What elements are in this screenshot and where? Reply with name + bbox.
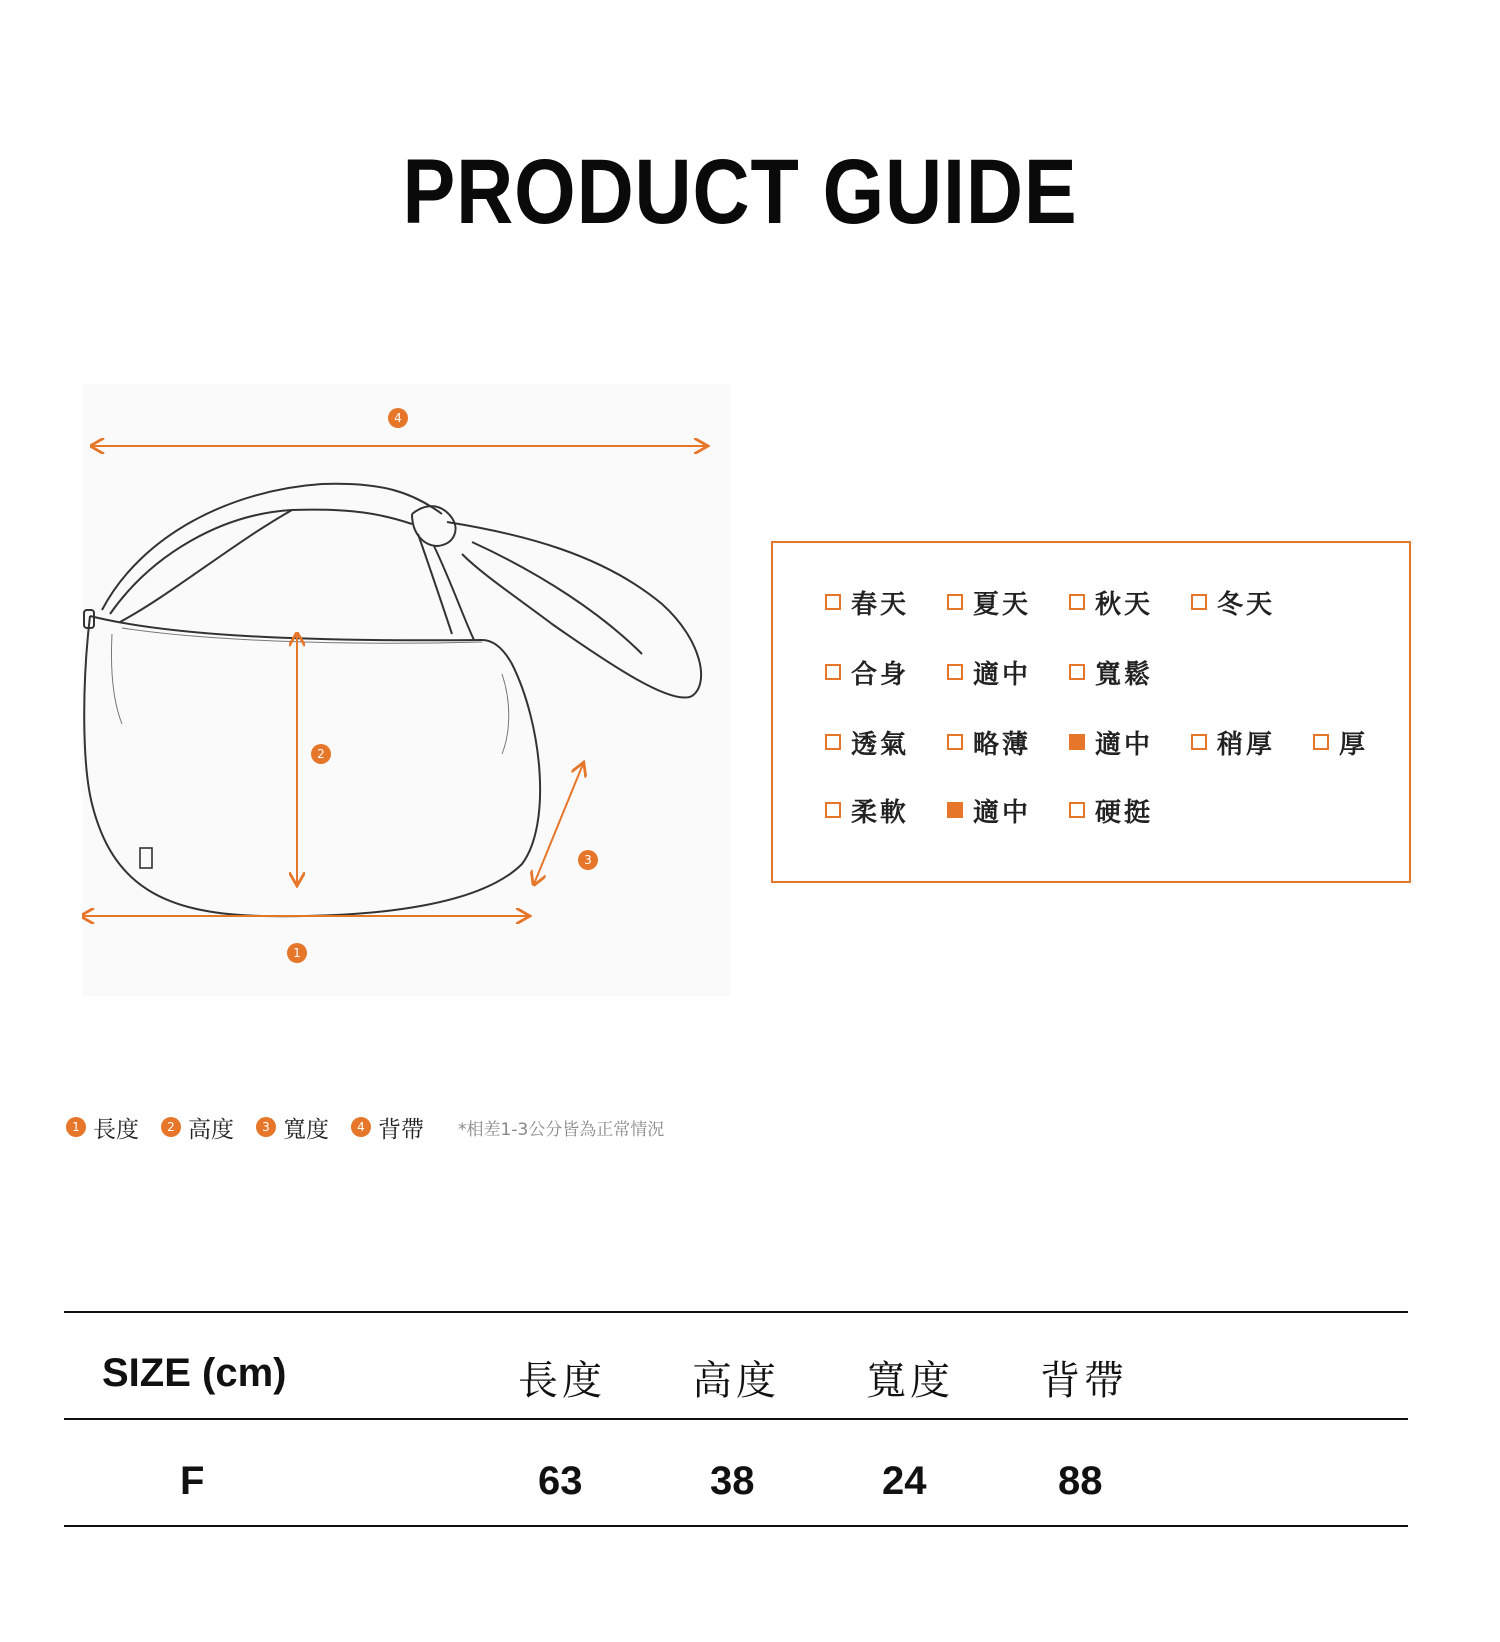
- number-badge: 3: [256, 1117, 276, 1137]
- checkbox[interactable]: [947, 734, 963, 750]
- table-rule-top: [64, 1311, 1408, 1313]
- checkbox-item[interactable]: 冬天: [1191, 585, 1275, 619]
- width-measure-line: [534, 764, 583, 884]
- header-width: 寬度: [866, 1358, 954, 1404]
- checkbox[interactable]: [825, 734, 841, 750]
- checkbox-item[interactable]: 柔軟: [825, 793, 909, 827]
- checkbox[interactable]: [1069, 802, 1085, 818]
- checkbox-item[interactable]: 略薄: [947, 725, 1031, 759]
- table-rule-bottom: [64, 1525, 1408, 1527]
- checkbox-item[interactable]: 合身: [825, 655, 909, 689]
- marker-3: [578, 850, 598, 870]
- marker-4: [388, 408, 408, 428]
- svg-text:2: 2: [317, 747, 325, 761]
- checkbox-item[interactable]: 適中: [947, 655, 1031, 689]
- checkbox-item[interactable]: 夏天: [947, 585, 1031, 619]
- svg-text:3: 3: [584, 853, 592, 867]
- checkbox-item[interactable]: 透氣: [825, 725, 909, 759]
- svg-text:1: 1: [293, 946, 301, 960]
- checkbox[interactable]: [1191, 734, 1207, 750]
- checkbox[interactable]: [1069, 664, 1085, 680]
- checkbox-item[interactable]: 適中: [1069, 725, 1153, 759]
- marker-1: [287, 943, 307, 963]
- checkbox-item[interactable]: 硬挺: [1069, 793, 1153, 827]
- checkbox-item[interactable]: 寬鬆: [1069, 655, 1153, 689]
- page-title: PRODUCT GUIDE: [402, 141, 1078, 243]
- attribute-checklist: [771, 541, 1411, 883]
- header-strap: 背帶: [1040, 1358, 1128, 1404]
- cell-strap: 88: [1058, 1459, 1103, 1503]
- checkbox-item[interactable]: 秋天: [1069, 585, 1153, 619]
- checkbox[interactable]: [947, 664, 963, 680]
- cell-length: 63: [538, 1459, 583, 1503]
- header-height: 高度: [692, 1358, 780, 1404]
- checkbox-item[interactable]: 稍厚: [1191, 725, 1275, 759]
- checkbox[interactable]: [1313, 734, 1329, 750]
- tolerance-note: *相差1-3公分皆為正常情況: [458, 1119, 665, 1140]
- checkbox[interactable]: [947, 594, 963, 610]
- checkbox-item[interactable]: 厚: [1313, 725, 1368, 759]
- legend-item-width: 3 寬度: [256, 1111, 329, 1144]
- checkbox-checked[interactable]: [947, 802, 963, 818]
- svg-text:4: 4: [394, 411, 402, 425]
- legend-item-height: 2 高度: [161, 1111, 234, 1144]
- table-rule-mid: [64, 1418, 1408, 1420]
- header-size: SIZE (cm): [102, 1351, 287, 1395]
- bag-drawing: [82, 384, 730, 996]
- checkbox[interactable]: [825, 594, 841, 610]
- checkbox-item[interactable]: 適中: [947, 793, 1031, 827]
- cell-height: 38: [710, 1459, 755, 1503]
- checkbox-checked[interactable]: [1069, 734, 1085, 750]
- number-badge: 4: [351, 1117, 371, 1137]
- checkbox-item[interactable]: 春天: [825, 585, 909, 619]
- number-badge: 1: [66, 1117, 86, 1137]
- legend-item-strap: 4 背帶: [351, 1111, 424, 1144]
- marker-2: [311, 744, 331, 764]
- cell-size: F: [180, 1459, 205, 1503]
- cell-width: 24: [882, 1459, 927, 1503]
- checkbox[interactable]: [1069, 594, 1085, 610]
- bag-diagram: [82, 384, 730, 996]
- legend-item-length: 1 長度: [66, 1111, 139, 1144]
- header-length: 長度: [518, 1358, 606, 1404]
- number-badge: 2: [161, 1117, 181, 1137]
- checkbox[interactable]: [825, 802, 841, 818]
- measurement-legend: [66, 1112, 664, 1142]
- checkbox[interactable]: [825, 664, 841, 680]
- label-tag-icon: [140, 848, 152, 868]
- bag-outline: [84, 484, 701, 916]
- checkbox[interactable]: [1191, 594, 1207, 610]
